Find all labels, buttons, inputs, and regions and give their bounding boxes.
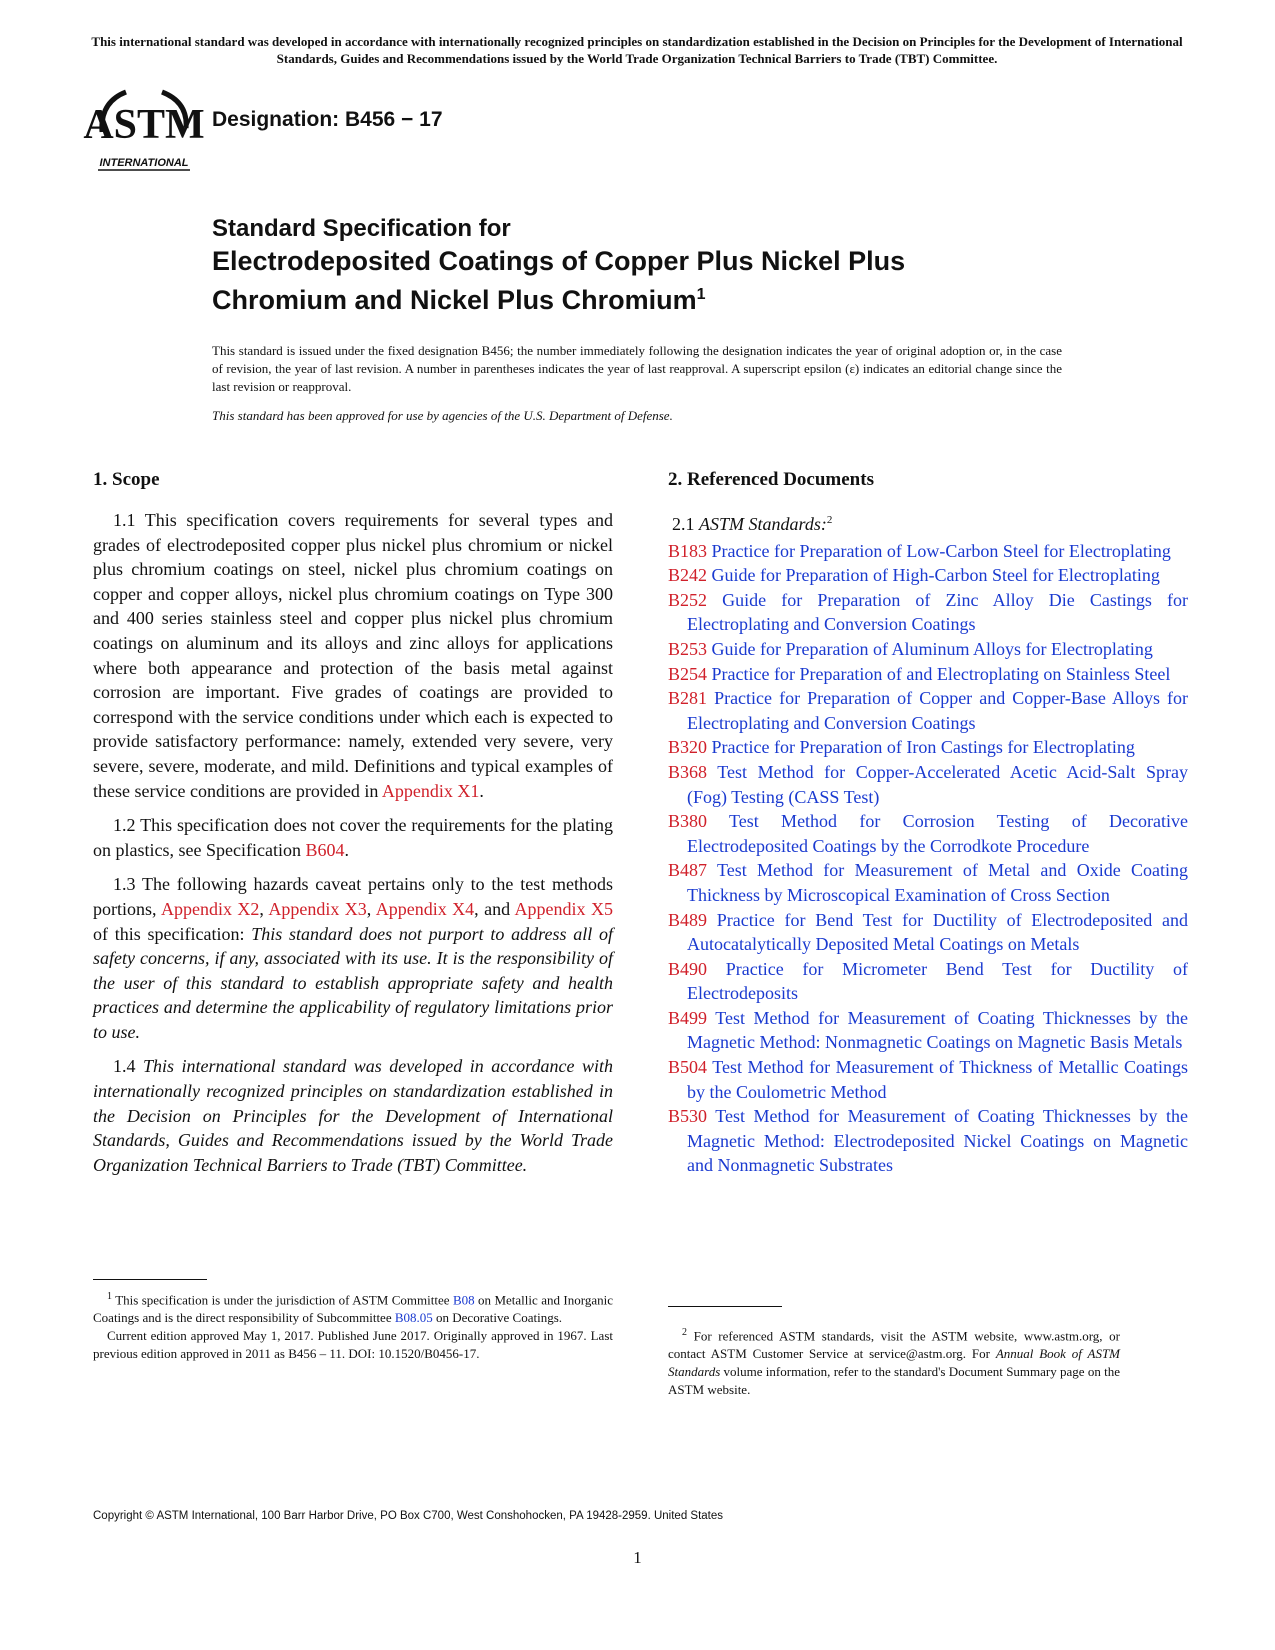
astm-logo-label: INTERNATIONAL: [99, 157, 189, 169]
top-notice: This international standard was developed in accordance with internationally recognized principles on standardization established in the Decision on Principles for the Development of International Standards, Guides and Recommendations issued by the World Trade Organization Technical Barriers to Trade (TBT) Committee.: [91, 34, 1183, 66]
reference-title-link[interactable]: Test Method for Measurement of Thickness of Metallic Coatings by the Coulometric Method: [687, 1057, 1188, 1102]
reference-code-link[interactable]: B487: [668, 860, 708, 881]
wto-statement: This international standard was developed in accordance with internationally recognized principles on standardization established in the Decision on Principles for the Development of International Standards, Guides and Recommendations issued by the World Trade Organization Technical Barriers to Trade (TBT) Committee.: [93, 1056, 613, 1175]
reference-title-link[interactable]: Test Method for Corrosion Testing of Decorative Electrodeposited Coatings by the Corrodkote Procedure: [687, 811, 1188, 856]
b08-05-link[interactable]: B08.05: [394, 1310, 433, 1326]
reference-item: [668, 1104, 1188, 1178]
scope-paragraph-1-4: [93, 1054, 613, 1177]
reference-item: [668, 957, 1188, 1006]
issue-note: This standard is issued under the fixed designation B456; the number immediately following the designation indicates the year of original adoption or, in the case of revision, the year of last revision. A number in parentheses indicates the year of last reapproval. A superscript epsilon (ε) indicates an editorial change since the last revision or reapproval.: [212, 343, 1062, 394]
footnote-2-italic: Annual Book of ASTM Standards: [668, 1346, 1121, 1380]
reference-title-link[interactable]: Practice for Bend Test for Ductility of Electrodeposited and Autocatalytically Deposited Metal Coatings on Metals: [687, 909, 1188, 955]
reference-title-link[interactable]: Test Method for Measurement of Metal and Oxide Coating Thickness by Microscopical Examination of Cross Section: [687, 860, 1188, 905]
reference-code-link[interactable]: B504: [668, 1057, 708, 1078]
reference-title-link[interactable]: Guide for Preparation of High-Carbon Steel for Electroplating: [707, 565, 1160, 586]
footnote-1-mark: 1: [107, 1291, 112, 1302]
b08-link[interactable]: B08: [452, 1292, 475, 1308]
scope-1-3-text-b: of this specification:: [93, 923, 252, 944]
scope-1-3-text: 1.3 The following hazards caveat pertains only to the test methods portions,: [93, 874, 613, 919]
reference-code-link[interactable]: B281: [668, 688, 708, 709]
scope-heading: 1. Scope: [93, 469, 160, 490]
reference-title-link[interactable]: Practice for Preparation of and Electroplating on Stainless Steel: [707, 663, 1171, 684]
reference-title-link[interactable]: Practice for Micrometer Bend Test for Ductility of Electrodeposits: [687, 958, 1188, 1004]
footnote-1-para-2: Current edition approved May 1, 2017. Published June 2017. Originally approved in 1967. Last previous edition approved in 2011 as B456 – 11. DOI: 10.1520/B0456-17.: [93, 1328, 613, 1362]
reference-code-link[interactable]: B530: [668, 1106, 708, 1127]
reference-code-link[interactable]: B254: [668, 663, 708, 684]
reference-code-link[interactable]: B252: [668, 589, 708, 610]
footnote-2-para: [668, 1324, 1120, 1399]
footnote-2-mark: 2: [682, 1327, 687, 1338]
title-footnote-mark: 1: [696, 286, 706, 303]
scope-1-3-sep-1: ,: [259, 898, 269, 919]
reference-item: [668, 662, 1188, 687]
reference-item: [668, 637, 1188, 662]
designation: Designation: B456 − 17: [212, 108, 443, 131]
reference-item: [668, 686, 1188, 735]
footnote-2-text-a: For referenced ASTM standards, visit the ASTM website, www.astm.org, or contact ASTM Customer Service at service@astm.org. For: [668, 1328, 1120, 1362]
scope-1-1-text: 1.1 This specification covers requirements for several types and grades of electrodeposited copper plus nickel plus chromium or nickel plus chromium coatings on steel, nickel plus chromium coatings on copper and copper alloys, nickel plus chromium coatings on Type 300 and 400 series stainless steel and copper plus nickel plus chromium coatings on aluminum and its alloys and zinc alloys for applications where both appearance and protection of the basis metal against corrosion are important. Five grades of coatings are provided to correspond with the service conditions under which each is expected to provide satisfactory performance: namely, extended very severe, very severe, severe, moderate, and mild. Definitions and typical examples of these service conditions are provided in: [93, 510, 613, 801]
footnote-2: [668, 1324, 1120, 1399]
footnote-1-text-c: on Decorative Coatings.: [432, 1310, 563, 1326]
scope-1-2-text: 1.2 This specification does not cover the requirements for the plating on plastics, see Specification: [93, 815, 613, 860]
page-number: 1: [633, 1548, 642, 1567]
footnote-1-text-b: on Metallic and Inorganic Coatings and is the direct responsibility of Subcommittee: [93, 1292, 613, 1326]
appendix-x1-link[interactable]: Appendix X1: [381, 780, 480, 801]
reference-title-link[interactable]: Guide for Preparation of Aluminum Alloys for Electroplating: [707, 638, 1153, 659]
reference-title-link[interactable]: Practice for Preparation of Low-Carbon Steel for Electroplating: [707, 540, 1171, 561]
footnote-2-text-b: volume information, refer to the standard's Document Summary page on the ASTM website.: [668, 1364, 1120, 1398]
appendix-x4-link[interactable]: Appendix X4: [375, 898, 475, 919]
referenced-standards-list: [668, 539, 1188, 1178]
b604-link[interactable]: B604: [305, 839, 345, 860]
reference-code-link[interactable]: B253: [668, 638, 708, 659]
reference-title-link[interactable]: Guide for Preparation of Zinc Alloy Die Castings for Electroplating and Conversion Coatings: [687, 589, 1188, 635]
reference-item: [668, 588, 1188, 637]
reference-title-link[interactable]: Practice for Preparation of Iron Castings for Electroplating: [707, 737, 1135, 758]
reference-code-link[interactable]: B242: [668, 565, 708, 586]
reference-code-link[interactable]: B489: [668, 909, 708, 930]
scope-1-4-num: 1.4: [113, 1056, 143, 1077]
astm-logo: [83, 80, 205, 180]
footnote-1: [93, 1288, 613, 1363]
reference-code-link[interactable]: B380: [668, 811, 708, 832]
scope-1-3-sep-2: ,: [366, 898, 376, 919]
reference-title-link[interactable]: Test Method for Measurement of Coating Thicknesses by the Magnetic Method: Electrodeposited Nickel Coatings on Magnetic and Nonmagnetic Substrates: [687, 1106, 1188, 1176]
reference-item: [668, 760, 1188, 809]
title-line-1: Standard Specification for: [212, 215, 511, 242]
dod-approval-note: This standard has been approved for use by agencies of the U.S. Department of Defense.: [212, 408, 673, 423]
reference-item: [668, 908, 1188, 957]
title-line-3: [212, 278, 905, 317]
scope-paragraph-1-2: [93, 813, 613, 862]
scope-1-3-sep-3: , and: [474, 898, 515, 919]
reference-item: [668, 1006, 1188, 1055]
document-title: [212, 213, 905, 317]
reference-item: [668, 809, 1188, 858]
footnote-rule-left: [93, 1279, 207, 1280]
referenced-documents-section: [668, 468, 1188, 1178]
scope-paragraph-1-3: [93, 872, 613, 1044]
reference-code-link[interactable]: B368: [668, 761, 708, 782]
reference-item: [668, 858, 1188, 907]
reference-item: [668, 539, 1188, 564]
subheading-footnote-mark: 2: [826, 514, 833, 526]
astm-logo-letters: ASTM: [83, 102, 205, 148]
reference-title-link[interactable]: Practice for Preparation of Copper and Copper-Base Alloys for Electroplating and Conversion Coatings: [687, 688, 1188, 733]
title-line-2: Electrodeposited Coatings of Copper Plus Nickel Plus: [212, 246, 906, 276]
reference-code-link[interactable]: B320: [668, 737, 708, 758]
reference-item: [668, 735, 1188, 760]
referenced-documents-heading: 2. Referenced Documents: [668, 469, 874, 490]
footnote-1-text-a: This specification is under the jurisdiction of ASTM Committee: [112, 1292, 453, 1308]
footnote-1-para-1: [93, 1288, 613, 1327]
reference-code-link[interactable]: B490: [668, 958, 708, 979]
reference-code-link[interactable]: B183: [668, 540, 708, 561]
scope-paragraph-1-1: [93, 508, 613, 803]
footnote-rule-right: [668, 1306, 782, 1307]
reference-item: [668, 1055, 1188, 1104]
subheading-num: 2.1: [672, 514, 699, 534]
appendix-x3-link[interactable]: Appendix X3: [268, 898, 367, 919]
scope-section: [93, 468, 613, 1187]
reference-code-link[interactable]: B499: [668, 1007, 708, 1028]
reference-item: [668, 563, 1188, 588]
title-line-3-text: Chromium and Nickel Plus Chromium: [212, 285, 697, 315]
astm-standards-subheading: [668, 508, 1188, 537]
appendix-x5-link[interactable]: Appendix X5: [514, 898, 613, 919]
subheading-label: ASTM Standards:: [699, 514, 827, 534]
reference-title-link[interactable]: Test Method for Measurement of Coating Thicknesses by the Magnetic Method: Nonmagnetic Coatings on Magnetic Basis Metals: [687, 1007, 1188, 1053]
reference-title-link[interactable]: Test Method for Copper-Accelerated Acetic Acid-Salt Spray (Fog) Testing (CASS Test): [687, 761, 1188, 807]
appendix-x2-link[interactable]: Appendix X2: [160, 898, 260, 919]
scope-1-1-end: .: [479, 780, 484, 801]
scope-1-2-end: .: [344, 839, 349, 860]
safety-caveat: This standard does not purport to address all of safety concerns, if any, associated with its use. It is the responsibility of the user of this standard to establish appropriate safety and health practices and determine the applicability of regulatory limitations prior to use.: [93, 923, 613, 1042]
copyright-line: Copyright © ASTM International, 100 Barr Harbor Drive, PO Box C700, West Conshohocken, PA 19428-2959. United States: [93, 1510, 724, 1522]
